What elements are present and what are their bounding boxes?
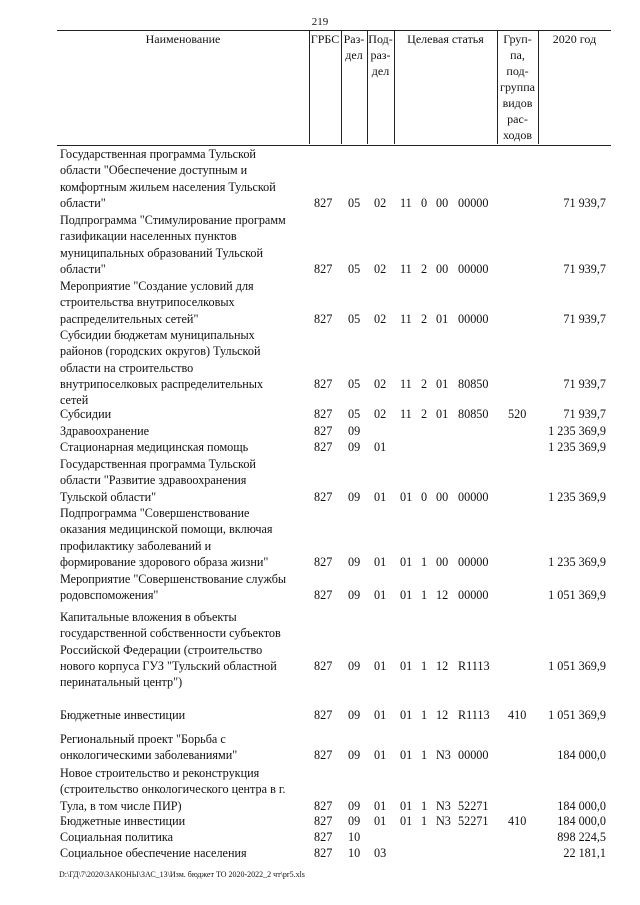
row-name-line: Тула, в том числе ПИР) [60, 798, 182, 813]
row-name-line: распределительных сетей" [60, 311, 199, 326]
row-name-line: области" [60, 261, 106, 276]
header-podrazdel-line: дел [371, 64, 390, 78]
cell-cs-direction: 52271 [458, 814, 489, 828]
row-name-line: Региональный проект "Борьба с [60, 732, 226, 746]
cell-sum: 71 939,7 [563, 407, 606, 421]
row-name-line: Новое строительство и реконструкция [60, 766, 260, 780]
row-name [60, 146, 310, 211]
header-celevaya: Целевая статья [407, 32, 484, 46]
row-name-line: Социальная политика [60, 830, 174, 844]
cell-cs-program: 11 [400, 407, 412, 421]
row-name-line: перинатальный центр") [60, 675, 183, 690]
row-name-line: Бюджетные инвестиции [60, 814, 186, 828]
cell-razdel: 05 [348, 196, 361, 210]
cell-podrazdel: 02 [374, 407, 387, 421]
cell-cs-event: N3 [436, 814, 451, 828]
cell-cs-direction: 00000 [458, 312, 489, 326]
row-name-line: Подпрограмма "Стимулирование программ [60, 213, 286, 227]
cell-cs-subprogram: 1 [421, 799, 428, 813]
cell-cs-subprogram: 1 [421, 748, 428, 762]
cell-cs-program: 01 [400, 708, 413, 722]
cell-cs-program: 11 [400, 312, 412, 326]
cell-cs-event: 00 [436, 490, 449, 504]
cell-grbs: 827 [314, 424, 333, 438]
cell-cs-program: 01 [400, 748, 413, 762]
cell-podrazdel: 01 [374, 748, 387, 762]
cell-podrazdel: 01 [374, 555, 387, 569]
cell-sum: 1 235 369,9 [548, 555, 606, 569]
cell-cs-direction: R1113 [458, 708, 490, 722]
cell-cs-program: 01 [400, 588, 413, 602]
row-name-line: онкологическими заболеваниями" [60, 748, 238, 763]
cell-podrazdel: 01 [374, 588, 387, 602]
cell-cs-direction: 00000 [458, 588, 489, 602]
cell-cs-subprogram: 0 [421, 490, 428, 504]
cell-grbs: 827 [314, 830, 333, 844]
row-name-line: Тульской области" [60, 489, 157, 504]
header-gruppa-line: Груп- [503, 32, 532, 46]
cell-grbs: 827 [314, 312, 333, 326]
cell-podrazdel: 01 [374, 440, 387, 454]
cell-grbs: 827 [314, 748, 333, 762]
cell-cs-direction: 52271 [458, 799, 489, 813]
row-name [60, 829, 310, 845]
cell-cs-subprogram: 2 [421, 262, 428, 276]
row-name-line: Мероприятие "Создание условий для [60, 279, 254, 293]
row-name [60, 731, 310, 764]
header-gruppa-line: па, [510, 48, 525, 62]
cell-sum: 898 224,5 [557, 830, 606, 844]
cell-cs-direction: 00000 [458, 196, 489, 210]
row-name-line: Капитальные вложения в объекты [60, 610, 237, 624]
row-name [60, 278, 310, 327]
cell-razdel: 05 [348, 312, 361, 326]
cell-sum: 71 939,7 [563, 377, 606, 391]
header-grbs: ГРБС [310, 32, 340, 46]
cell-cs-event: 12 [436, 588, 449, 602]
cell-razdel: 05 [348, 407, 361, 421]
cell-cs-direction: R1113 [458, 659, 490, 673]
row-name-line: Российской Федерации (строительство [60, 642, 263, 657]
cell-sum: 1 235 369,9 [548, 424, 606, 438]
cell-razdel: 05 [348, 262, 361, 276]
header-divider [394, 30, 395, 144]
cell-grbs: 827 [314, 490, 333, 504]
cell-grbs: 827 [314, 814, 333, 828]
cell-razdel: 05 [348, 377, 361, 391]
cell-razdel: 10 [348, 846, 361, 860]
cell-podrazdel: 02 [374, 377, 387, 391]
row-name [60, 423, 310, 439]
row-name-line: районов (городских округов) Тульской [60, 344, 261, 359]
cell-cs-event: 01 [436, 407, 449, 421]
row-name-line: Государственная программа Тульской [60, 457, 256, 471]
row-name [60, 456, 310, 505]
cell-sum: 1 235 369,9 [548, 440, 606, 454]
cell-razdel: 09 [348, 799, 361, 813]
row-name-line: области" [60, 195, 106, 210]
cell-sum: 1 051 369,9 [548, 659, 606, 673]
header-gruppa [497, 31, 538, 143]
row-name-line: внутрипоселковых распределительных [60, 376, 264, 391]
cell-cs-event: 01 [436, 312, 449, 326]
page-number: 219 [311, 16, 329, 28]
row-name-line: Государственная программа Тульской [60, 147, 256, 161]
row-name-line: муниципальных образований Тульской [60, 245, 264, 260]
cell-sum: 1 051 369,9 [548, 588, 606, 602]
row-name [60, 707, 310, 723]
row-name-line: области "Обеспечение доступным и [60, 163, 248, 178]
cell-podrazdel: 02 [374, 262, 387, 276]
cell-sum: 184 000,0 [557, 799, 606, 813]
cell-razdel: 09 [348, 748, 361, 762]
cell-podrazdel: 03 [374, 846, 387, 860]
cell-cs-program: 01 [400, 490, 413, 504]
header-razdel-line: дел [345, 48, 363, 62]
cell-razdel: 09 [348, 424, 361, 438]
cell-sum: 1 051 369,9 [548, 708, 606, 722]
cell-podrazdel: 01 [374, 659, 387, 673]
cell-cs-program: 01 [400, 799, 413, 813]
header-gruppa-line: группа [500, 80, 535, 94]
header-year: 2020 год [552, 32, 597, 46]
cell-sum: 71 939,7 [563, 312, 606, 326]
cell-grbs: 827 [314, 440, 333, 454]
cell-cs-program: 01 [400, 814, 413, 828]
file-path-footer: D:\ГД\7\2020\ЗАКОНЫ\ЗАС_13\Изм. бюджет ТО 2020-2022_2 чт\pr5.xls [59, 870, 305, 879]
cell-cs-event: N3 [436, 799, 451, 813]
cell-sum: 22 181,1 [563, 846, 606, 860]
cell-cs-subprogram: 2 [421, 312, 428, 326]
cell-vr: 410 [508, 708, 527, 722]
cell-cs-event: 12 [436, 708, 449, 722]
cell-grbs: 827 [314, 846, 333, 860]
row-name [60, 765, 310, 814]
cell-cs-subprogram: 2 [421, 407, 428, 421]
cell-cs-direction: 00000 [458, 262, 489, 276]
header-divider [309, 30, 310, 144]
row-name-line: строительства внутрипоселковых [60, 295, 235, 310]
row-name [60, 845, 310, 861]
header-razdel-line: Раз- [343, 32, 365, 46]
cell-razdel: 09 [348, 490, 361, 504]
cell-grbs: 827 [314, 659, 333, 673]
row-name-line: Бюджетные инвестиции [60, 708, 186, 722]
row-name-line: области на строительство [60, 360, 194, 375]
cell-grbs: 827 [314, 708, 333, 722]
row-name-line: оказания медицинской помощи, включая [60, 522, 273, 537]
header-gruppa-line: ходов [503, 128, 532, 142]
row-name-line: комфортным жильем населения Тульской [60, 179, 276, 194]
row-name-line: Мероприятие "Совершенствование службы [60, 572, 287, 586]
header-razdel [341, 31, 367, 63]
cell-razdel: 09 [348, 440, 361, 454]
row-name [60, 505, 310, 570]
cell-cs-subprogram: 1 [421, 659, 428, 673]
cell-cs-subprogram: 0 [421, 196, 428, 210]
cell-razdel: 09 [348, 708, 361, 722]
cell-grbs: 827 [314, 407, 333, 421]
cell-sum: 71 939,7 [563, 196, 606, 210]
cell-cs-program: 01 [400, 555, 413, 569]
header-name: Наименование [145, 32, 221, 46]
header-podrazdel-line: раз- [370, 48, 391, 62]
cell-razdel: 09 [348, 588, 361, 602]
cell-cs-direction: 00000 [458, 490, 489, 504]
row-name [60, 406, 310, 422]
row-name-line: нового корпуса ГУЗ "Тульский областной [60, 658, 277, 673]
cell-cs-program: 11 [400, 196, 412, 210]
row-name-line: родовспоможения" [60, 588, 159, 603]
cell-sum: 184 000,0 [557, 814, 606, 828]
row-name-line: Подпрограмма "Совершенствование [60, 506, 250, 520]
cell-grbs: 827 [314, 377, 333, 391]
cell-cs-subprogram: 2 [421, 377, 428, 391]
cell-cs-direction: 80850 [458, 407, 489, 421]
cell-cs-program: 11 [400, 377, 412, 391]
cell-cs-direction: 00000 [458, 555, 489, 569]
cell-grbs: 827 [314, 588, 333, 602]
row-name [60, 609, 310, 690]
cell-cs-direction: 80850 [458, 377, 489, 391]
cell-grbs: 827 [314, 262, 333, 276]
cell-grbs: 827 [314, 196, 333, 210]
cell-sum: 1 235 369,9 [548, 490, 606, 504]
cell-cs-subprogram: 1 [421, 588, 428, 602]
cell-cs-subprogram: 1 [421, 555, 428, 569]
row-name-line: Социальное обеспечение населения [60, 846, 247, 860]
cell-vr: 410 [508, 814, 527, 828]
row-name [60, 813, 310, 829]
row-name-line: Стационарная медицинская помощь [60, 440, 249, 454]
cell-podrazdel: 01 [374, 814, 387, 828]
row-name-line: государственной собственности субъектов [60, 626, 281, 641]
row-name [60, 571, 310, 604]
cell-razdel: 09 [348, 555, 361, 569]
row-name-line: Субсидии [60, 407, 112, 421]
cell-razdel: 09 [348, 814, 361, 828]
cell-sum: 184 000,0 [557, 748, 606, 762]
row-name-line: профилактику заболеваний и [60, 538, 212, 553]
cell-cs-subprogram: 1 [421, 814, 428, 828]
row-name-line: Субсидии бюджетам муниципальных [60, 328, 255, 342]
cell-cs-subprogram: 1 [421, 708, 428, 722]
row-name-line: сетей [60, 393, 89, 408]
header-podrazdel [367, 31, 394, 79]
cell-cs-event: 01 [436, 377, 449, 391]
cell-razdel: 10 [348, 830, 361, 844]
cell-cs-event: N3 [436, 748, 451, 762]
cell-cs-event: 00 [436, 262, 449, 276]
row-name [60, 327, 310, 408]
cell-cs-event: 12 [436, 659, 449, 673]
cell-podrazdel: 01 [374, 799, 387, 813]
row-name-line: Здравоохранение [60, 424, 150, 438]
header-gruppa-line: видов [502, 96, 533, 110]
cell-vr: 520 [508, 407, 527, 421]
row-name-line: формирование здорового образа жизни" [60, 554, 269, 569]
cell-sum: 71 939,7 [563, 262, 606, 276]
cell-podrazdel: 01 [374, 708, 387, 722]
row-name-line: области "Развитие здравоохранения [60, 473, 247, 488]
row-name [60, 439, 310, 455]
cell-cs-program: 01 [400, 659, 413, 673]
cell-razdel: 09 [348, 659, 361, 673]
header-gruppa-line: рас- [507, 112, 528, 126]
header-gruppa-line: под- [506, 64, 529, 78]
row-name [60, 212, 310, 277]
cell-cs-event: 00 [436, 196, 449, 210]
cell-podrazdel: 02 [374, 196, 387, 210]
header-podrazdel-line: Под- [368, 32, 393, 46]
cell-cs-direction: 00000 [458, 748, 489, 762]
cell-cs-event: 00 [436, 555, 449, 569]
header-divider [538, 30, 539, 144]
cell-podrazdel: 02 [374, 312, 387, 326]
cell-cs-program: 11 [400, 262, 412, 276]
cell-podrazdel: 01 [374, 490, 387, 504]
row-name-line: газификации населенных пунктов [60, 229, 237, 244]
cell-grbs: 827 [314, 555, 333, 569]
row-name-line: (строительство онкологического центра в г. [60, 782, 286, 797]
cell-grbs: 827 [314, 799, 333, 813]
